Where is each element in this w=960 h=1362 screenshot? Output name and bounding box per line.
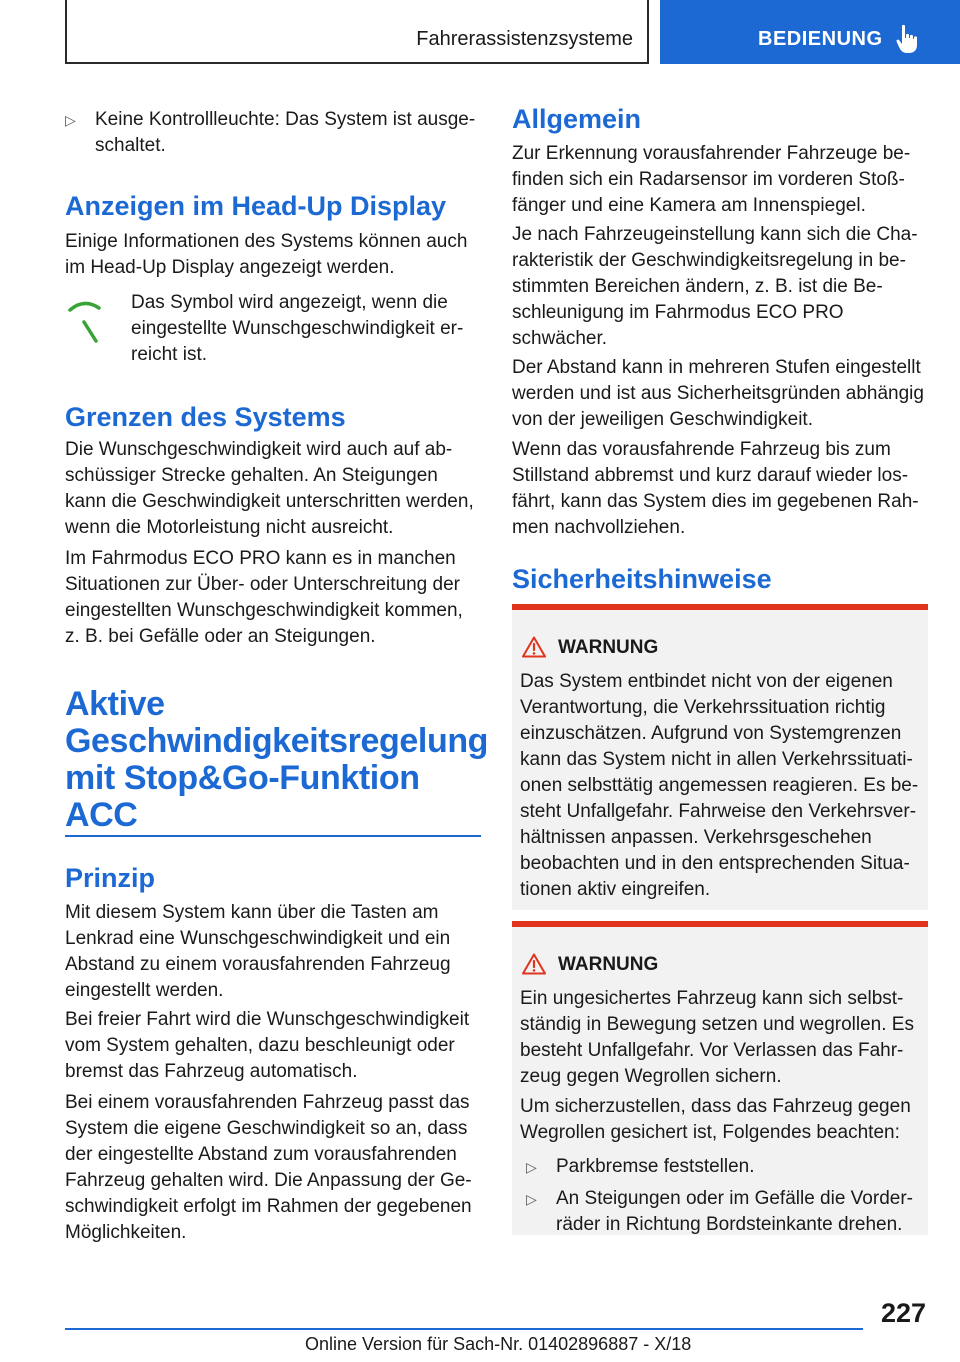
hud-symbol-description: Das Symbol wird angezeigt, wenn die eingestellte Wunschgeschwindigkeit er- reicht ist. (131, 292, 464, 365)
warning-text: Um sicherzustellen, dass das Fahrzeug gegen Wegrollen gesichert ist, Folgendes beachten: (520, 1096, 911, 1143)
paragraph: Der Abstand kann in mehreren Stufen eingestellt werden und ist aus Sicherheitsgründen abhängig von der jeweiligen Geschwindigkeit. (512, 357, 924, 430)
paragraph: Bei freier Fahrt wird die Wunschgeschwindigkeit vom System gehalten, dazu beschleunigt oder bremst das Fahrzeug automatisch. (65, 1009, 470, 1082)
warning-text: Ein ungesichertes Fahrzeug kann sich selbst- ständig in Bewegung setzen und wegrollen. Es besteht Unfallgefahr. Vor Verlassen das Fahr- zeug gegen Wegrollen sichern. (520, 988, 914, 1087)
warning-text: Das System entbindet nicht von der eigenen Verantwortung, die Verkehrssituation richtig einzuschätzen. Aufgrund von Systemgrenzen kann das System nicht in allen Verkehrssituati- onen selbsttätig angemessen reagieren. Es be- steht Unfallgefahr. Fahrweise den Verkehrsver- hältnissen anpassen. Verkehrsgeschehen beobachten und in den entsprechenden Situa- tionen aktiv eingreifen. (520, 671, 919, 900)
warning-triangle-icon (522, 636, 546, 658)
list-item (65, 107, 481, 159)
bullet-triangle-icon: ▷ (526, 1191, 537, 1207)
header-section-box (65, 0, 649, 64)
pointing-hand-icon (896, 24, 922, 54)
bullet-triangle-icon: ▷ (526, 1159, 537, 1175)
list-item (526, 1154, 920, 1180)
bullet-text: Keine Kontrollleuchte: Das System ist ausge- schaltet. (95, 109, 476, 156)
chapter-heading-acc: Aktive Geschwindigkeitsregelung mit Stop&Go-Funktion ACC (65, 685, 489, 834)
warning-title: WARNUNG (558, 954, 659, 975)
bullet-text: An Steigungen oder im Gefälle die Vorder- räder in Richtung Bordsteinkante drehen. (556, 1188, 913, 1235)
warning-box (512, 604, 928, 910)
speedometer-arc-icon (68, 300, 102, 346)
paragraph: Einige Informationen des Systems können auch im Head-Up Display angezeigt werden. (65, 231, 468, 278)
section-heading-allgemein: Allgemein (512, 104, 642, 134)
section-heading-hud: Anzeigen im Head-Up Display (65, 191, 447, 221)
paragraph: Mit diesem System kann über die Tasten am Lenkrad eine Wunschgeschwindigkeit und ein Abstand zu einem vorausfahrenden Fahrzeug eingestellt werden. (65, 902, 451, 1001)
section-heading-sicherheit: Sicherheitshinweise (512, 564, 772, 594)
warning-triangle-icon (522, 953, 546, 975)
header-chapter-title: BEDIENUNG (758, 28, 883, 50)
warning-title: WARNUNG (558, 637, 659, 658)
paragraph: Bei einem vorausfahrenden Fahrzeug passt das System die eigene Geschwindigkeit so an, dass der eingestellte Abstand zum vorausfahrenden Fahrzeug gehalten wird. Die Anpassung der Ge- schwindigkeit erfolgt im Rahmen der gegebenen Möglichkeiten. (65, 1092, 472, 1243)
section-heading-prinzip: Prinzip (65, 863, 156, 893)
header-section-title: Fahrerassistenzsysteme (416, 28, 633, 50)
bullet-text: Parkbremse feststellen. (556, 1156, 755, 1177)
heading-divider (65, 835, 481, 837)
paragraph: Zur Erkennung vorausfahrender Fahrzeuge be- finden sich ein Radarsensor im vorderen Stoß- fänger und eine Kamera am Innenspiegel. (512, 143, 911, 216)
section-heading-grenzen: Grenzen des Systems (65, 402, 346, 432)
paragraph: Im Fahrmodus ECO PRO kann es in manchen Situationen zur Über- oder Unterschreitung der eingestellten Wunschgeschwindigkeit kommen, z. B. bei Gefälle oder an Steigungen. (65, 548, 463, 647)
bullet-triangle-icon: ▷ (65, 112, 76, 128)
warning-box (512, 921, 928, 1235)
list-item (526, 1186, 920, 1238)
footer-divider (65, 1328, 863, 1330)
paragraph: Je nach Fahrzeugeinstellung kann sich die Cha- rakteristik der Geschwindigkeitsregelung in be- stimmten Bereichen ändern, z. B. ist die Be- schleunigung im Fahrmodus ECO PRO schwächer. (512, 224, 918, 349)
paragraph: Wenn das vorausfahrende Fahrzeug bis zum Stillstand abbremst und kurz darauf wieder los- fährt, kann das System dies im gegebenen Rah- men nachvollziehen. (512, 439, 919, 538)
page-number: 227 (880, 1298, 926, 1328)
footer-online-version: Online Version für Sach-Nr. 01402896887 - X/18 (305, 1334, 692, 1354)
paragraph: Die Wunschgeschwindigkeit wird auch auf ab- schüssiger Strecke gehalten. An Steigungen kann die Geschwindigkeit unterschritten werden, wenn die Motorleistung nicht ausreicht. (65, 439, 474, 538)
header-chapter-tab[interactable] (660, 0, 960, 64)
